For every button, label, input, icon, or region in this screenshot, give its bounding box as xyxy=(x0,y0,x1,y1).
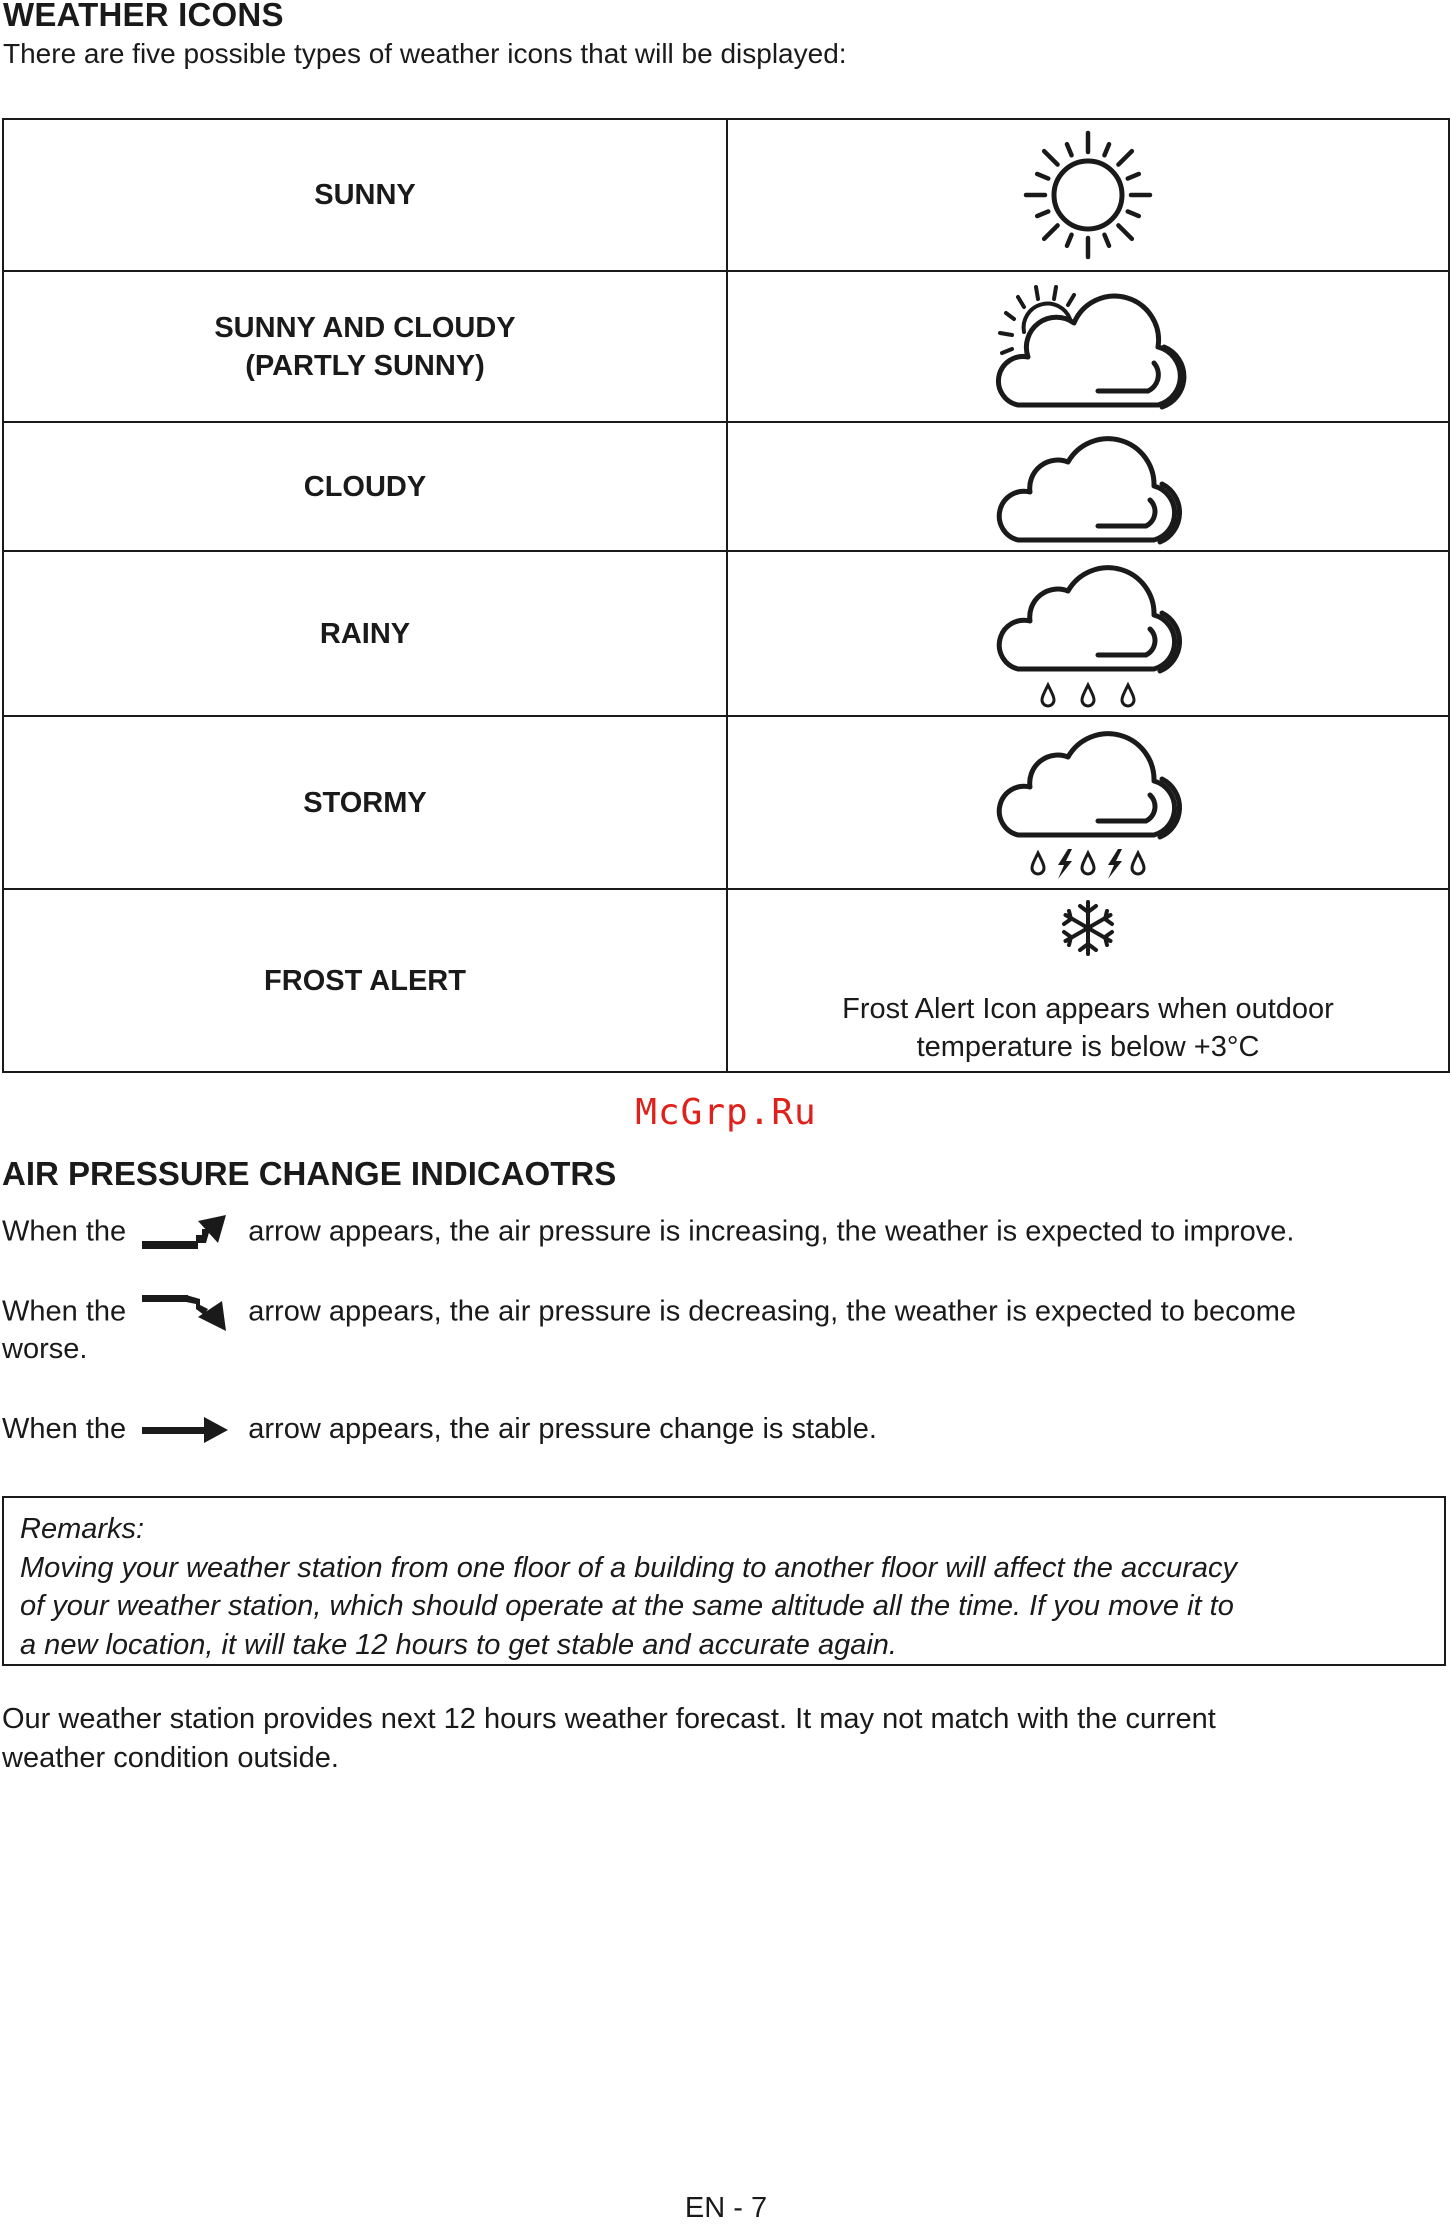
table-row xyxy=(3,271,1449,422)
sun-ray xyxy=(1118,151,1131,164)
frost-note-line1: Frost Alert Icon appears when outdoor xyxy=(842,992,1334,1025)
page-number: EN - 7 xyxy=(684,2192,768,2224)
snowflake-icon xyxy=(1058,898,1118,958)
sun-ray xyxy=(1104,235,1109,246)
table-row xyxy=(3,422,1449,551)
partly-sunny-icon xyxy=(727,271,1449,422)
row-label-rainy: RAINY xyxy=(3,551,727,716)
section-heading: AIR PRESSURE CHANGE INDICAOTRS xyxy=(2,1155,617,1192)
row-label-frost-alert: FROST ALERT xyxy=(3,889,727,1072)
table-row xyxy=(3,119,1449,271)
frost-alert-cell xyxy=(727,889,1449,1072)
closing-line: Our weather station provides next 12 hours weather forecast. It may not match with the current xyxy=(2,1703,1216,1735)
rain-cloud-icon xyxy=(727,551,1449,716)
weather-icons-table xyxy=(2,118,1450,1073)
arrow-right-icon xyxy=(140,1415,230,1445)
table-row xyxy=(3,716,1449,889)
row-label-partly-sunny xyxy=(3,271,727,422)
cloud-icon xyxy=(727,422,1449,551)
page-title: WEATHER ICONS xyxy=(3,0,284,33)
line-prefix: When the xyxy=(2,1413,127,1445)
watermark: McGrp.Ru xyxy=(635,1092,817,1133)
remarks-line: of your weather station, which should operate at the same altitude all the time. If you move it to xyxy=(20,1590,1234,1622)
row-label-partly-sunny-line1: SUNNY AND CLOUDY xyxy=(214,311,516,344)
table-row xyxy=(3,889,1449,1072)
sun-ray xyxy=(1037,211,1048,216)
remarks-box xyxy=(2,1496,1446,1666)
closing-paragraph xyxy=(2,1700,1442,1777)
sun-ray xyxy=(1067,235,1072,246)
remarks-title: Remarks: xyxy=(20,1513,145,1545)
row-label-sunny: SUNNY xyxy=(3,119,727,271)
line-prefix: When the xyxy=(2,1295,127,1328)
row-label-stormy: STORMY xyxy=(3,716,727,889)
sun-ray xyxy=(1128,211,1139,216)
line-prefix: When the xyxy=(2,1215,127,1248)
pressure-line-decreasing-cont: worse. xyxy=(2,1333,88,1365)
sun-ray xyxy=(1044,151,1057,164)
sun-ray xyxy=(1037,174,1048,179)
arrow-down-icon xyxy=(140,1293,230,1333)
line-text: arrow appears, the air pressure change is stable. xyxy=(248,1413,877,1445)
pressure-line-increasing xyxy=(2,1213,1294,1253)
sun-icon xyxy=(727,119,1449,271)
row-label-partly-sunny-line2: (PARTLY SUNNY) xyxy=(245,349,485,382)
sun-ray xyxy=(1118,225,1131,238)
storm-cloud-icon xyxy=(727,716,1449,889)
arrow-up-icon xyxy=(140,1213,230,1253)
remarks-line: a new location, it will take 12 hours to get stable and accurate again. xyxy=(20,1628,897,1661)
sun-ray xyxy=(1128,174,1139,179)
closing-line: weather condition outside. xyxy=(2,1741,339,1774)
line-text: arrow appears, the air pressure is decreasing, the weather is expected to become xyxy=(248,1295,1297,1328)
remarks-line: Moving your weather station from one floor of a building to another floor will affect the accuracy xyxy=(20,1551,1238,1584)
sun-ray xyxy=(1067,144,1072,155)
line-text: arrow appears, the air pressure is increasing, the weather is expected to improve. xyxy=(248,1215,1295,1248)
row-label-cloudy: CLOUDY xyxy=(3,422,727,551)
table-row xyxy=(3,551,1449,716)
pressure-line-decreasing xyxy=(2,1293,1296,1333)
intro-text: There are five possible types of weather icons that will be displayed: xyxy=(3,38,847,69)
pressure-line-stable xyxy=(2,1413,877,1446)
sun-ray xyxy=(1104,144,1109,155)
sun-ray xyxy=(1044,225,1057,238)
frost-note-line2: temperature is below +3°C xyxy=(916,1030,1260,1063)
